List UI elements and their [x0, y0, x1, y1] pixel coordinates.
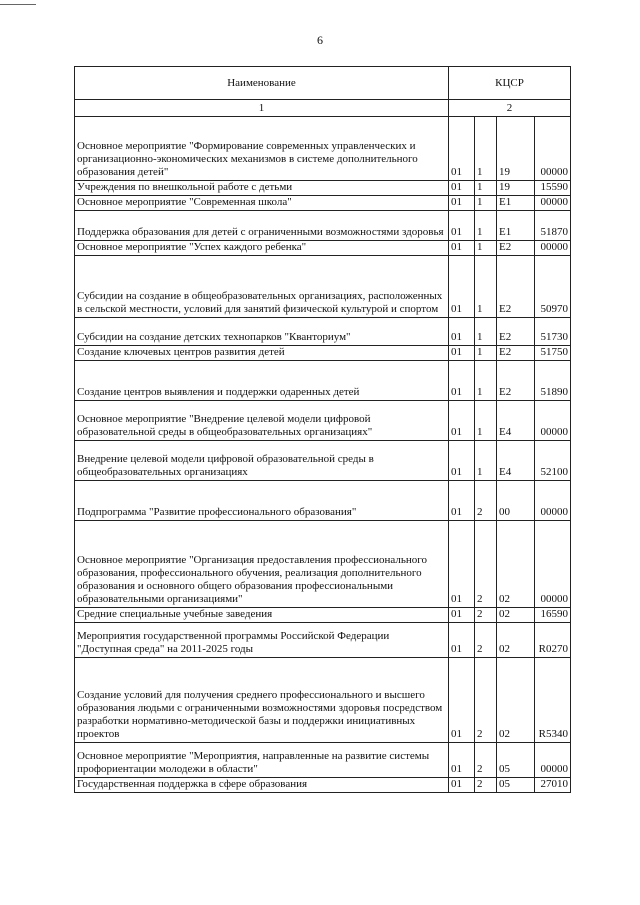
code-subprogram: 1: [475, 241, 497, 256]
code-direction: 00000: [535, 117, 571, 181]
code-event: 05: [497, 743, 535, 778]
header-row: [75, 67, 571, 100]
code-subprogram: 1: [475, 196, 497, 211]
code-event: E2: [497, 361, 535, 401]
row-name: Средние специальные учебные заведения: [75, 608, 449, 623]
row-name: Создание центров выявления и поддержки одаренных детей: [75, 361, 449, 401]
code-event: E2: [497, 256, 535, 318]
code-event: 00: [497, 481, 535, 521]
code-subprogram: 1: [475, 318, 497, 346]
row-name: Учреждения по внешкольной работе с детьми: [75, 181, 449, 196]
code-program: 01: [449, 521, 475, 608]
table-row: [75, 211, 571, 241]
budget-classification-table: [74, 66, 571, 793]
row-name: Мероприятия государственной программы Российской Федерации "Доступная среда" на 2011-2025 годы: [75, 623, 449, 658]
code-direction: R0270: [535, 623, 571, 658]
code-program: 01: [449, 117, 475, 181]
scan-edge-mark: [0, 4, 36, 5]
row-name: Основное мероприятие "Современная школа": [75, 196, 449, 211]
code-program: 01: [449, 346, 475, 361]
code-event: E4: [497, 401, 535, 441]
code-subprogram: 1: [475, 346, 497, 361]
row-name: Основное мероприятие "Мероприятия, направленные на развитие системы профориентации молодежи в области": [75, 743, 449, 778]
code-subprogram: 1: [475, 181, 497, 196]
code-subprogram: 1: [475, 117, 497, 181]
table-row: [75, 196, 571, 211]
table-row: [75, 608, 571, 623]
header-name: Наименование: [75, 67, 449, 100]
row-name: Подпрограмма "Развитие профессионального образования": [75, 481, 449, 521]
code-event: 02: [497, 658, 535, 743]
code-program: 01: [449, 401, 475, 441]
code-subprogram: 2: [475, 778, 497, 793]
row-name: Основное мероприятие "Успех каждого ребенка": [75, 241, 449, 256]
code-direction: 15590: [535, 181, 571, 196]
row-name: Создание условий для получения среднего профессионального и высшего образования людьми с ограниченными возможностями здоровья посредством разработки нормативно-методической базы и поддержки инициативных проектов: [75, 658, 449, 743]
code-direction: R5340: [535, 658, 571, 743]
column-number-name: 1: [75, 100, 449, 117]
code-direction: 16590: [535, 608, 571, 623]
row-name: Основное мероприятие "Внедрение целевой модели цифровой образовательной среды в общеобразовательных организациях": [75, 401, 449, 441]
code-subprogram: 2: [475, 481, 497, 521]
code-program: 01: [449, 743, 475, 778]
table-row: [75, 181, 571, 196]
table-row: [75, 361, 571, 401]
row-name: Создание ключевых центров развития детей: [75, 346, 449, 361]
code-event: E4: [497, 441, 535, 481]
code-subprogram: 1: [475, 441, 497, 481]
code-subprogram: 2: [475, 658, 497, 743]
code-program: 01: [449, 256, 475, 318]
table-row: [75, 778, 571, 793]
code-program: 01: [449, 196, 475, 211]
code-program: 01: [449, 658, 475, 743]
table-row: [75, 318, 571, 346]
code-event: E2: [497, 346, 535, 361]
code-program: 01: [449, 481, 475, 521]
table-row: [75, 481, 571, 521]
table-row: [75, 241, 571, 256]
code-program: 01: [449, 778, 475, 793]
code-program: 01: [449, 318, 475, 346]
code-event: 02: [497, 623, 535, 658]
code-program: 01: [449, 211, 475, 241]
code-event: 02: [497, 521, 535, 608]
code-subprogram: 2: [475, 608, 497, 623]
code-direction: 51870: [535, 211, 571, 241]
code-event: E1: [497, 211, 535, 241]
code-direction: 51730: [535, 318, 571, 346]
code-direction: 00000: [535, 481, 571, 521]
column-number-code: 2: [449, 100, 571, 117]
table-row: [75, 623, 571, 658]
row-name: Основное мероприятие "Формирование современных управленческих и организационно-экономических механизмов в системе дополнительного образования детей": [75, 117, 449, 181]
code-event: E1: [497, 196, 535, 211]
table-row: [75, 401, 571, 441]
code-direction: 00000: [535, 196, 571, 211]
table-row: [75, 117, 571, 181]
row-name: Субсидии на создание детских технопарков "Кванториум": [75, 318, 449, 346]
column-number-row: [75, 100, 571, 117]
code-subprogram: 1: [475, 401, 497, 441]
code-direction: 50970: [535, 256, 571, 318]
code-direction: 00000: [535, 401, 571, 441]
code-subprogram: 1: [475, 211, 497, 241]
code-subprogram: 2: [475, 623, 497, 658]
row-name: Основное мероприятие "Организация предоставления профессионального образования, профессионального обучения, реализация дополнительного образования и основного общего образования профессиональными образовательными организациями": [75, 521, 449, 608]
code-event: 19: [497, 117, 535, 181]
row-name: Внедрение целевой модели цифровой образовательной среды в общеобразовательных организациях: [75, 441, 449, 481]
table-row: [75, 256, 571, 318]
code-event: E2: [497, 241, 535, 256]
row-name: Поддержка образования для детей с ограниченными возможностями здоровья: [75, 211, 449, 241]
code-subprogram: 2: [475, 521, 497, 608]
code-program: 01: [449, 181, 475, 196]
code-direction: 51750: [535, 346, 571, 361]
table-row: [75, 743, 571, 778]
code-program: 01: [449, 623, 475, 658]
code-program: 01: [449, 241, 475, 256]
code-program: 01: [449, 608, 475, 623]
code-program: 01: [449, 441, 475, 481]
header-code: КЦСР: [449, 67, 571, 100]
code-direction: 00000: [535, 743, 571, 778]
code-subprogram: 1: [475, 361, 497, 401]
code-event: 05: [497, 778, 535, 793]
code-direction: 00000: [535, 521, 571, 608]
table-row: [75, 441, 571, 481]
code-event: E2: [497, 318, 535, 346]
table-row: [75, 521, 571, 608]
table-row: [75, 346, 571, 361]
code-direction: 51890: [535, 361, 571, 401]
code-event: 02: [497, 608, 535, 623]
code-program: 01: [449, 361, 475, 401]
row-name: Государственная поддержка в сфере образования: [75, 778, 449, 793]
code-direction: 00000: [535, 241, 571, 256]
code-event: 19: [497, 181, 535, 196]
table-row: [75, 658, 571, 743]
code-direction: 27010: [535, 778, 571, 793]
code-direction: 52100: [535, 441, 571, 481]
code-subprogram: 2: [475, 743, 497, 778]
page-number: 6: [317, 33, 323, 47]
row-name: Субсидии на создание в общеобразовательных организациях, расположенных в сельской местности, условий для занятий физической культурой и спортом: [75, 256, 449, 318]
code-subprogram: 1: [475, 256, 497, 318]
